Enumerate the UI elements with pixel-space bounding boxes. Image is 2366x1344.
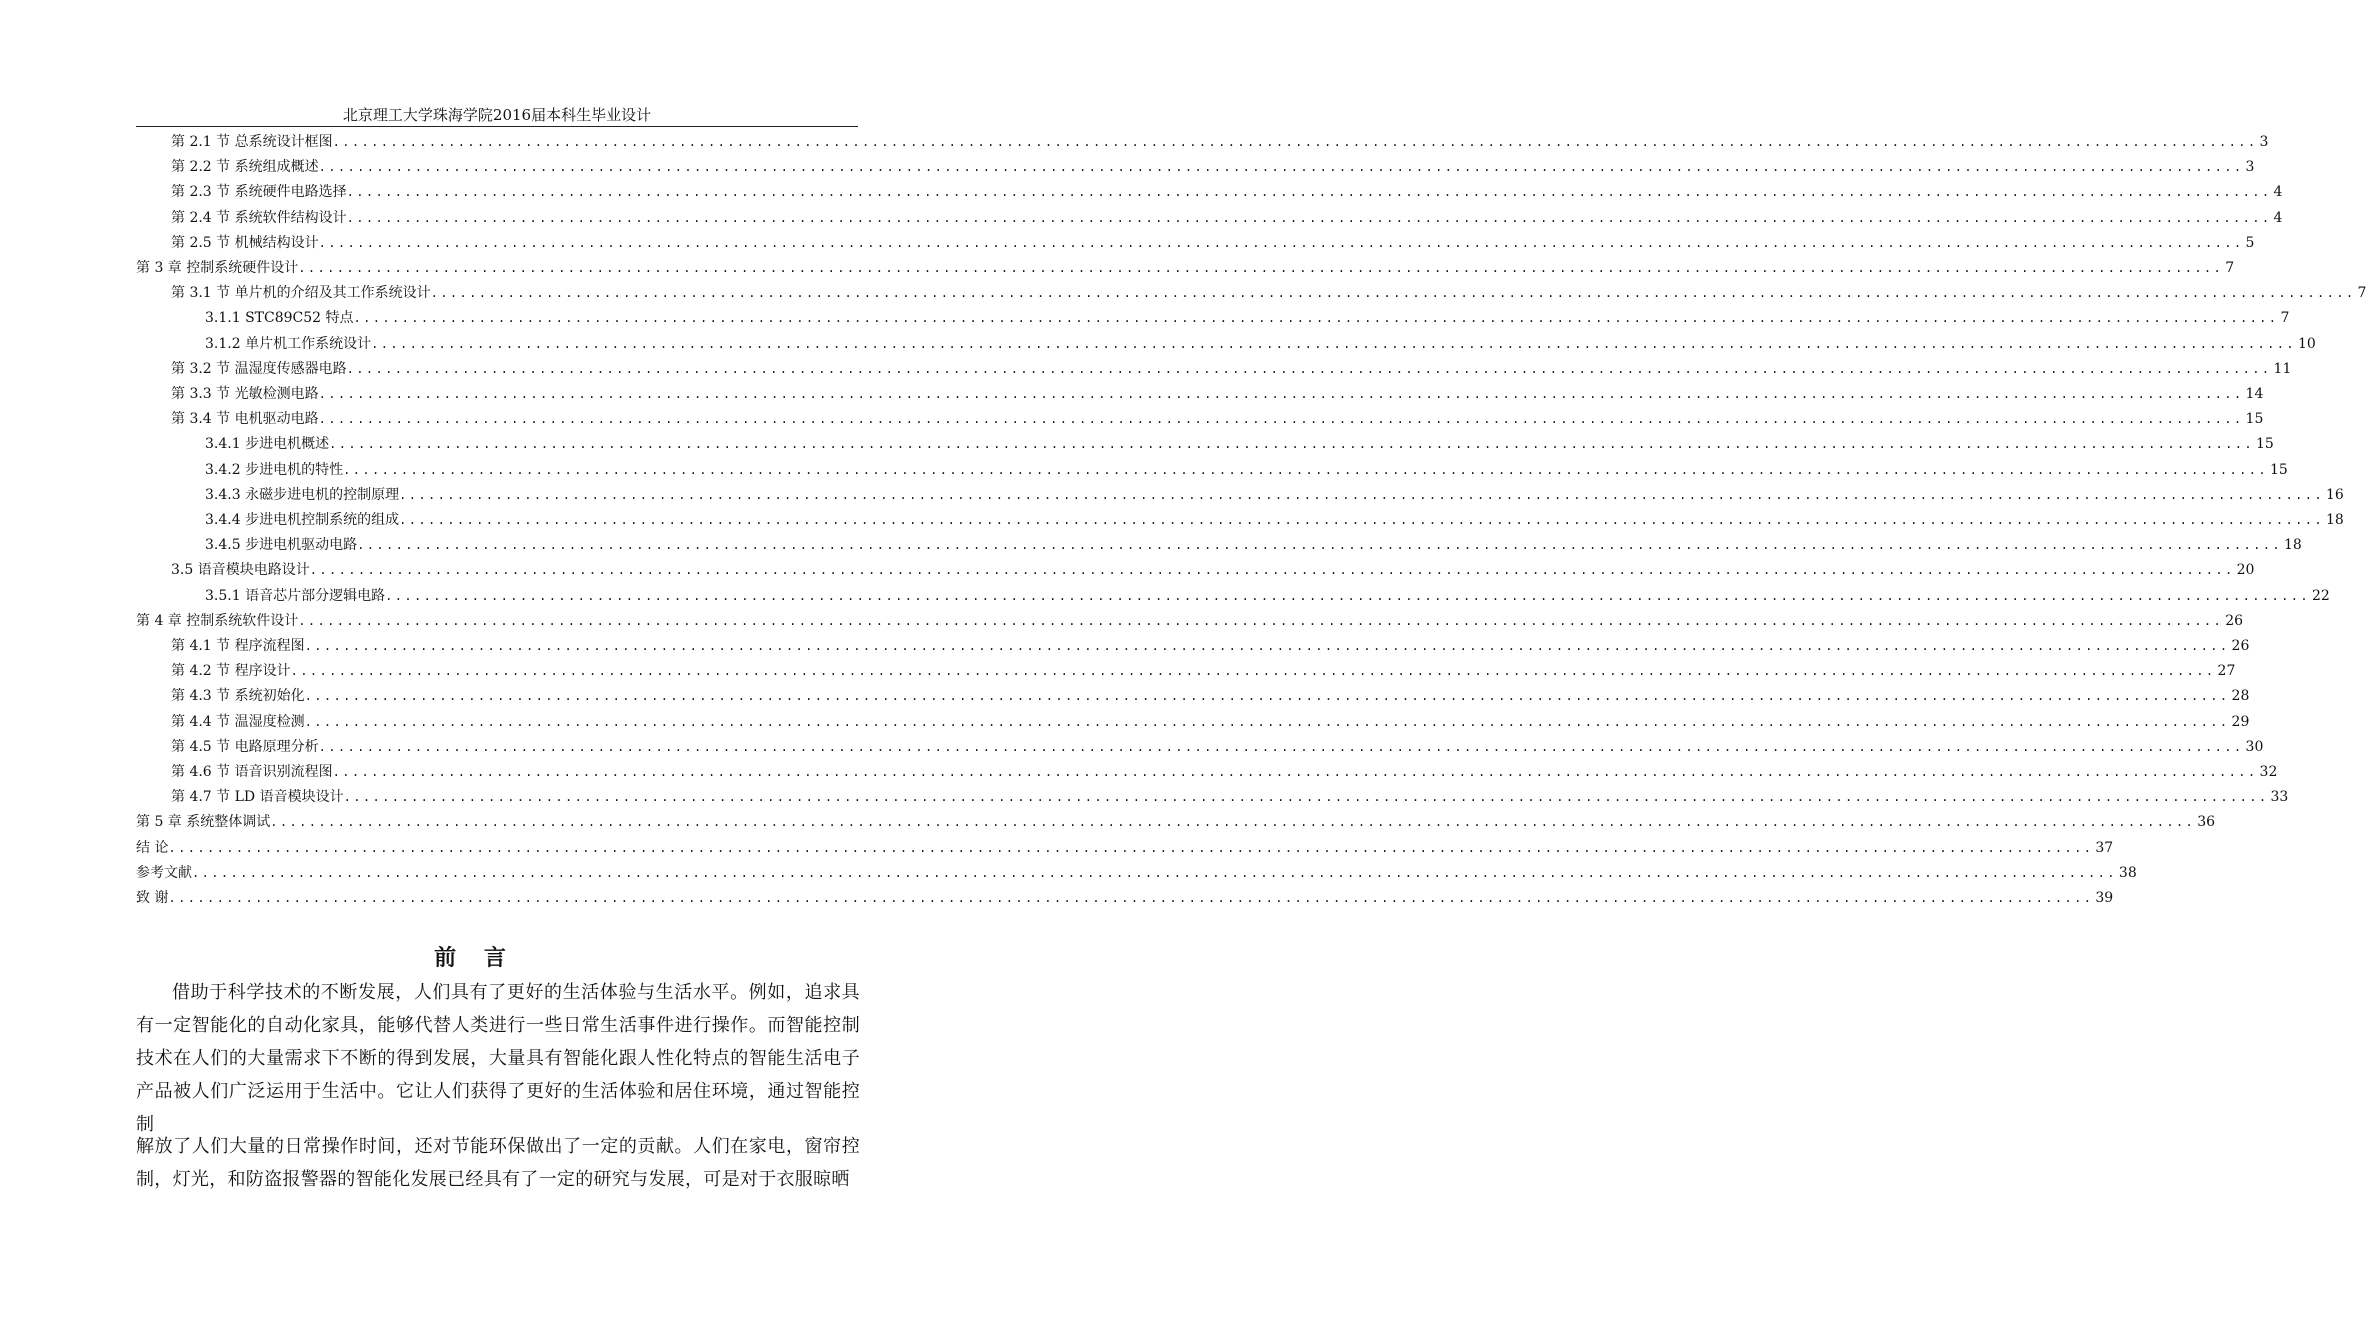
toc-entry-page: 32 <box>2259 764 2278 780</box>
toc-leader-dots: ........................................................................................................................................................................................................ <box>430 286 2356 301</box>
toc-entry[interactable] <box>171 129 2269 151</box>
toc-entry-page: 4 <box>2273 184 2283 201</box>
preface-paragraph-2: 解放了人们大量的日常操作时间，还对节能环保做出了一定的贡献。人们在家电，窗帘控制，灯光，和防盗报警器的智能化发展已经具有了一定的研究与发展，可是对于衣服晾晒 <box>136 1136 860 1190</box>
toc-entry-page: 15 <box>2270 461 2288 478</box>
toc-entry-label: 第 4.7 节 LD 语音模块设计 <box>171 789 344 806</box>
toc-leader-dots: ........................................................................................................................................................................................................ <box>346 361 2272 376</box>
toc-leader-dots: ........................................................................................................................................................................................................ <box>290 664 2216 679</box>
toc-leader-dots: ........................................................................................................................................................................................................ <box>346 210 2272 225</box>
toc-entry-label: 第 3.1 节 单片机的介绍及其工作系统设计 <box>171 285 431 302</box>
toc-leader-dots: ........................................................................................................................................................................................................ <box>298 261 2224 275</box>
page-header: 北京理工大学珠海学院2016届本科生毕业设计 <box>342 106 652 124</box>
toc-entry-label: 第 4.6 节 语音识别流程图 <box>171 764 333 780</box>
toc-entry-label: 第 4.2 节 程序设计 <box>171 663 291 680</box>
toc-entry[interactable] <box>171 759 2278 781</box>
toc-entry[interactable] <box>171 683 2250 705</box>
toc-entry-page: 15 <box>2256 436 2274 453</box>
toc-leader-dots: ........................................................................................................................................................................................................ <box>353 311 2279 326</box>
toc-entry[interactable] <box>171 179 2283 201</box>
toc-entry[interactable] <box>205 431 2274 453</box>
toc-entry[interactable] <box>171 381 2264 403</box>
toc-entry-label: 3.1.1 STC89C52 特点 <box>205 310 354 327</box>
toc-entry-page: 3 <box>2245 159 2255 176</box>
toc-entry-page: 22 <box>2312 587 2330 604</box>
toc-leader-dots: ........................................................................................................................................................................................................ <box>318 235 2244 250</box>
toc-entry-label: 第 4 章 控制系统软件设计 <box>136 612 299 629</box>
toc-entry-label: 第 3.3 节 光敏检测电路 <box>171 386 319 402</box>
toc-entry-page: 27 <box>2217 663 2236 680</box>
toc-entry-page: 36 <box>2197 814 2216 831</box>
toc-leader-dots: ........................................................................................................................................................................................................ <box>304 714 2230 729</box>
toc-entry-label: 第 2.4 节 系统软件结构设计 <box>171 209 347 226</box>
toc-entry[interactable] <box>136 608 2244 630</box>
toc-entry-page: 37 <box>2095 839 2114 856</box>
toc-entry-label: 第 4.5 节 电路原理分析 <box>171 738 319 755</box>
toc-leader-dots: ........................................................................................................................................................................................................ <box>343 790 2269 805</box>
toc-entry-page: 28 <box>2231 688 2250 705</box>
toc-entry-page: 18 <box>2284 537 2302 554</box>
toc-leader-dots: ........................................................................................................................................................................................................ <box>318 412 2244 427</box>
toc-leader-dots: ........................................................................................................................................................................................................ <box>192 865 2117 880</box>
toc-entry-label: 第 2.5 节 机械结构设计 <box>171 234 319 251</box>
toc-leader-dots: ........................................................................................................................................................................................................ <box>332 135 2258 149</box>
header-rule <box>136 126 858 127</box>
toc-entry[interactable] <box>171 406 2264 428</box>
toc-entry-page: 7 <box>2225 260 2235 276</box>
toc-entry-page: 16 <box>2326 486 2344 503</box>
toc-entry-page: 30 <box>2245 738 2264 755</box>
toc-entry-label: 第 2.3 节 系统硬件电路选择 <box>171 184 347 201</box>
preface-title: 前 言 <box>434 946 516 971</box>
toc-leader-dots: ........................................................................................................................................................................................................ <box>318 739 2244 754</box>
toc-entry[interactable] <box>136 809 2216 831</box>
toc-entry-label: 结 论 <box>136 839 169 856</box>
toc-entry-page: 15 <box>2245 411 2264 428</box>
toc-entry-label: 第 5 章 系统整体调试 <box>136 814 271 831</box>
toc-entry-page: 26 <box>2231 638 2250 654</box>
toc-entry-page: 11 <box>2273 360 2292 377</box>
toc-entry-page: 14 <box>2245 386 2264 402</box>
toc-entry-label: 第 4.4 节 温湿度检测 <box>171 713 305 730</box>
toc-leader-dots: ........................................................................................................................................................................................................ <box>346 185 2272 200</box>
toc-entry[interactable] <box>205 507 2344 529</box>
toc-entry-label: 第 4.1 节 程序流程图 <box>171 638 305 654</box>
toc-entry[interactable] <box>136 885 2114 907</box>
toc-entry-label: 第 3.2 节 温湿度传感器电路 <box>171 360 347 377</box>
toc-entry[interactable] <box>205 482 2344 504</box>
toc-entry-label: 第 2.1 节 总系统设计框图 <box>171 134 333 150</box>
toc-entry-label: 3.4.4 步进电机控制系统的组成 <box>205 512 400 528</box>
toc-leader-dots: ........................................................................................................................................................................................................ <box>399 487 2324 502</box>
toc-entry-page: 20 <box>2236 562 2255 579</box>
toc-entry-page: 7 <box>2280 310 2290 327</box>
toc-leader-dots: ........................................................................................................................................................................................................ <box>309 563 2235 578</box>
toc-entry[interactable] <box>171 709 2250 731</box>
toc-entry[interactable] <box>205 331 2316 353</box>
toc-entry-label: 参考文献 <box>136 864 192 881</box>
toc-entry[interactable] <box>171 205 2283 227</box>
toc-leader-dots: ........................................................................................................................................................................................................ <box>343 462 2268 477</box>
toc-leader-dots: ........................................................................................................................................................................................................ <box>385 588 2310 603</box>
toc-entry[interactable] <box>171 633 2250 655</box>
toc-entry[interactable] <box>171 230 2255 252</box>
toc-leader-dots: ........................................................................................................................................................................................................ <box>298 613 2224 628</box>
toc-entry[interactable] <box>171 658 2236 680</box>
toc-entry-label: 3.1.2 单片机工作系统设计 <box>205 335 372 352</box>
toc-entry[interactable] <box>136 255 2235 277</box>
toc-entry[interactable] <box>205 532 2302 554</box>
toc-entry[interactable] <box>171 557 2255 579</box>
toc-entry-page: 39 <box>2095 890 2114 906</box>
toc-entry-label: 3.5.1 语音芯片部分逻辑电路 <box>205 587 386 604</box>
toc-leader-dots: ........................................................................................................................................................................................................ <box>304 639 2230 653</box>
toc-leader-dots: ........................................................................................................................................................................................................ <box>270 815 2196 830</box>
toc-entry[interactable] <box>205 583 2330 605</box>
toc-entry-page: 5 <box>2245 234 2255 251</box>
toc-entry[interactable] <box>205 305 2290 327</box>
toc-leader-dots: ........................................................................................................................................................................................................ <box>318 160 2244 175</box>
toc-entry-label: 第 3 章 控制系统硬件设计 <box>136 260 299 276</box>
toc-entry-label: 3.4.5 步进电机驱动电路 <box>205 537 358 554</box>
toc-leader-dots: ........................................................................................................................................................................................................ <box>318 387 2244 401</box>
toc-entry-page: 33 <box>2270 789 2289 806</box>
toc-leader-dots: ........................................................................................................................................................................................................ <box>357 538 2282 553</box>
toc-entry-label: 致 谢 <box>136 890 169 906</box>
toc-leader-dots: ........................................................................................................................................................................................................ <box>329 437 2254 452</box>
toc-entry[interactable] <box>171 784 2289 806</box>
toc-entry-label: 第 2.2 节 系统组成概述 <box>171 159 319 176</box>
toc-entry[interactable] <box>171 734 2264 756</box>
toc-entry[interactable] <box>171 154 2255 176</box>
toc-leader-dots: ........................................................................................................................................................................................................ <box>371 336 2296 351</box>
toc-leader-dots: ........................................................................................................................................................................................................ <box>168 840 2094 855</box>
toc-leader-dots: ........................................................................................................................................................................................................ <box>399 513 2324 527</box>
toc-entry-label: 第 4.3 节 系统初始化 <box>171 688 305 705</box>
toc-entry-label: 第 3.4 节 电机驱动电路 <box>171 411 319 428</box>
toc-entry-page: 18 <box>2326 512 2344 528</box>
toc-entry-label: 3.4.2 步进电机的特性 <box>205 461 344 478</box>
toc-entry[interactable] <box>171 356 2292 378</box>
toc-leader-dots: ........................................................................................................................................................................................................ <box>304 689 2230 704</box>
toc-entry-page: 26 <box>2225 612 2244 629</box>
toc-entry[interactable] <box>205 457 2288 479</box>
toc-entry[interactable] <box>136 860 2137 882</box>
toc-entry-label: 3.4.1 步进电机概述 <box>205 436 330 453</box>
toc-entry-label: 3.4.3 永磁步进电机的控制原理 <box>205 486 400 503</box>
preface-paragraph-1: 借助于科学技术的不断发展，人们具有了更好的生活体验与生活水平。例如，追求具有一定智能化的自动化家具，能够代替人类进行一些日常生活事件进行操作。而智能控制技术在人们的大量需求下不断的得到发展，大量具有智能化跟人性化特点的智能生活电子产品被人们广泛运用于生活中。它让人们获得了更好的生活体验和居住环境，通过智能控制 <box>136 982 860 1135</box>
toc-entry-label: 3.5 语音模块电路设计 <box>171 562 310 579</box>
toc-entry[interactable] <box>171 280 2366 302</box>
toc-leader-dots: ........................................................................................................................................................................................................ <box>168 891 2094 905</box>
toc-entry-page: 29 <box>2231 713 2250 730</box>
toc-leader-dots: ........................................................................................................................................................................................................ <box>332 765 2258 779</box>
toc-entry-page: 38 <box>2118 864 2137 881</box>
toc-entry-page: 4 <box>2273 209 2283 226</box>
toc-entry-page: 10 <box>2298 335 2316 352</box>
toc-entry-page: 3 <box>2259 134 2269 150</box>
toc-entry-page: 7 <box>2357 285 2366 302</box>
toc-entry[interactable] <box>136 835 2114 857</box>
